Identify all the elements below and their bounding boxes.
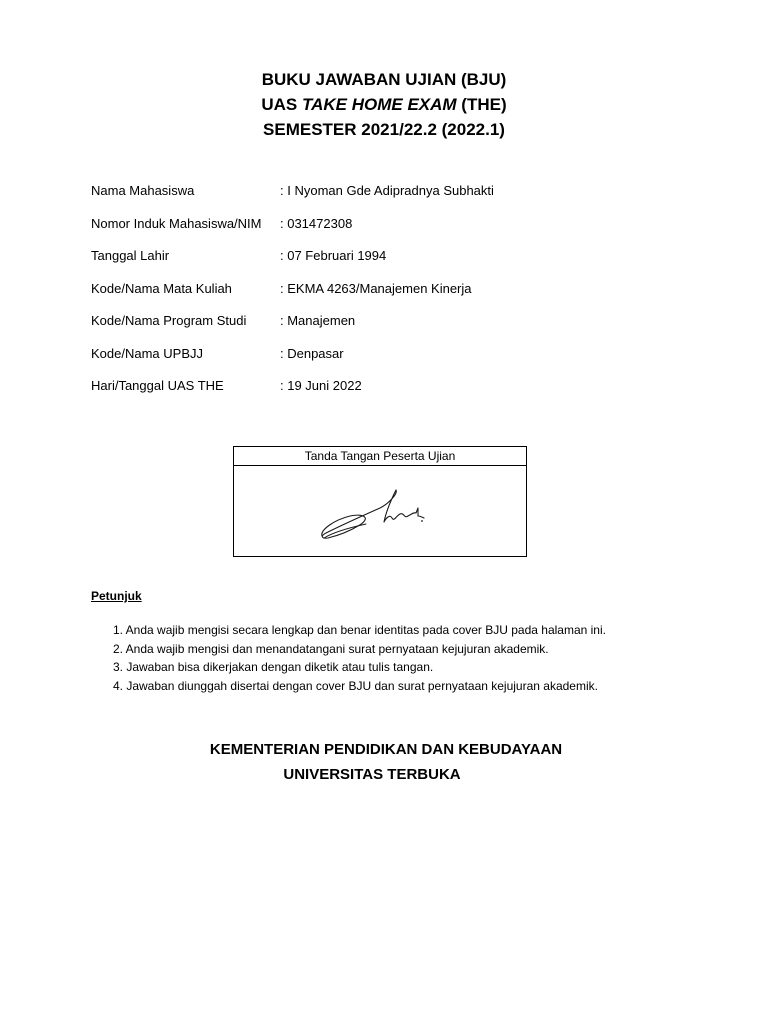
title-line-2: [0, 92, 768, 117]
info-value: : Manajemen: [280, 313, 356, 328]
title-line-2-italic: TAKE HOME EXAM: [302, 95, 457, 114]
info-value: : 031472308: [280, 215, 353, 231]
info-value: : 07 Februari 1994: [280, 248, 387, 263]
info-label: Kode/Nama Mata Kuliah: [91, 280, 232, 296]
signature-area: [234, 466, 526, 556]
student-info-table: [91, 183, 691, 411]
info-label: Kode/Nama UPBJJ: [91, 345, 203, 361]
info-value: : 19 Juni 2022: [280, 378, 362, 393]
info-label: Tanggal Lahir: [91, 248, 170, 263]
info-value: : I Nyoman Gde Adipradnya Subhakti: [280, 183, 494, 198]
signature-box: [233, 446, 527, 557]
signature-box-header: Tanda Tangan Peserta Ujian: [234, 447, 526, 466]
ministry-name: KEMENTERIAN PENDIDIKAN DAN KEBUDAYAAN: [209, 741, 563, 758]
title-line-3: SEMESTER 2021/22.2 (2022.1): [263, 120, 505, 139]
petunjuk-heading: Petunjuk: [91, 589, 142, 603]
instruction-item: 3. Jawaban bisa dikerjakan dengan diketik atau tulis tangan.: [113, 660, 434, 674]
document-title: [0, 67, 768, 142]
instruction-item: 4. Jawaban diunggah disertai dengan cover BJU dan surat pernyataan kejujuran akademik.: [113, 678, 598, 693]
info-value: : Denpasar: [280, 345, 344, 361]
info-label: Nomor Induk Mahasiswa/NIM: [91, 215, 262, 231]
info-label: Nama Mahasiswa: [91, 183, 195, 198]
university-name: UNIVERSITAS TERBUKA: [283, 766, 461, 783]
info-row-nama: [91, 183, 691, 216]
info-row-nim: [91, 216, 691, 249]
instruction-item: 1. Anda wajib mengisi secara lengkap dan benar identitas pada cover BJU pada halaman ini.: [113, 623, 606, 637]
title-line-1: BUKU JAWABAN UJIAN (BJU): [261, 70, 507, 89]
instruction-item: 2. Anda wajib mengisi dan menandatangani surat pernyataan kejujuran akademik.: [113, 641, 549, 656]
info-row-tanggal-lahir: [91, 248, 691, 281]
info-row-tanggal-uas: [91, 378, 691, 411]
info-row-upbjj: [91, 346, 691, 379]
info-label: Kode/Nama Program Studi: [91, 313, 247, 328]
title-line-2-prefix: UAS: [261, 95, 302, 114]
info-label: Hari/Tanggal UAS THE: [91, 378, 224, 393]
instruction-list: [113, 621, 733, 695]
info-value: : EKMA 4263/Manajemen Kinerja: [280, 280, 472, 296]
title-line-2-suffix: (THE): [456, 95, 507, 114]
info-row-program-studi: [91, 313, 691, 346]
info-row-mata-kuliah: [91, 281, 691, 314]
signature-image: [318, 486, 428, 544]
